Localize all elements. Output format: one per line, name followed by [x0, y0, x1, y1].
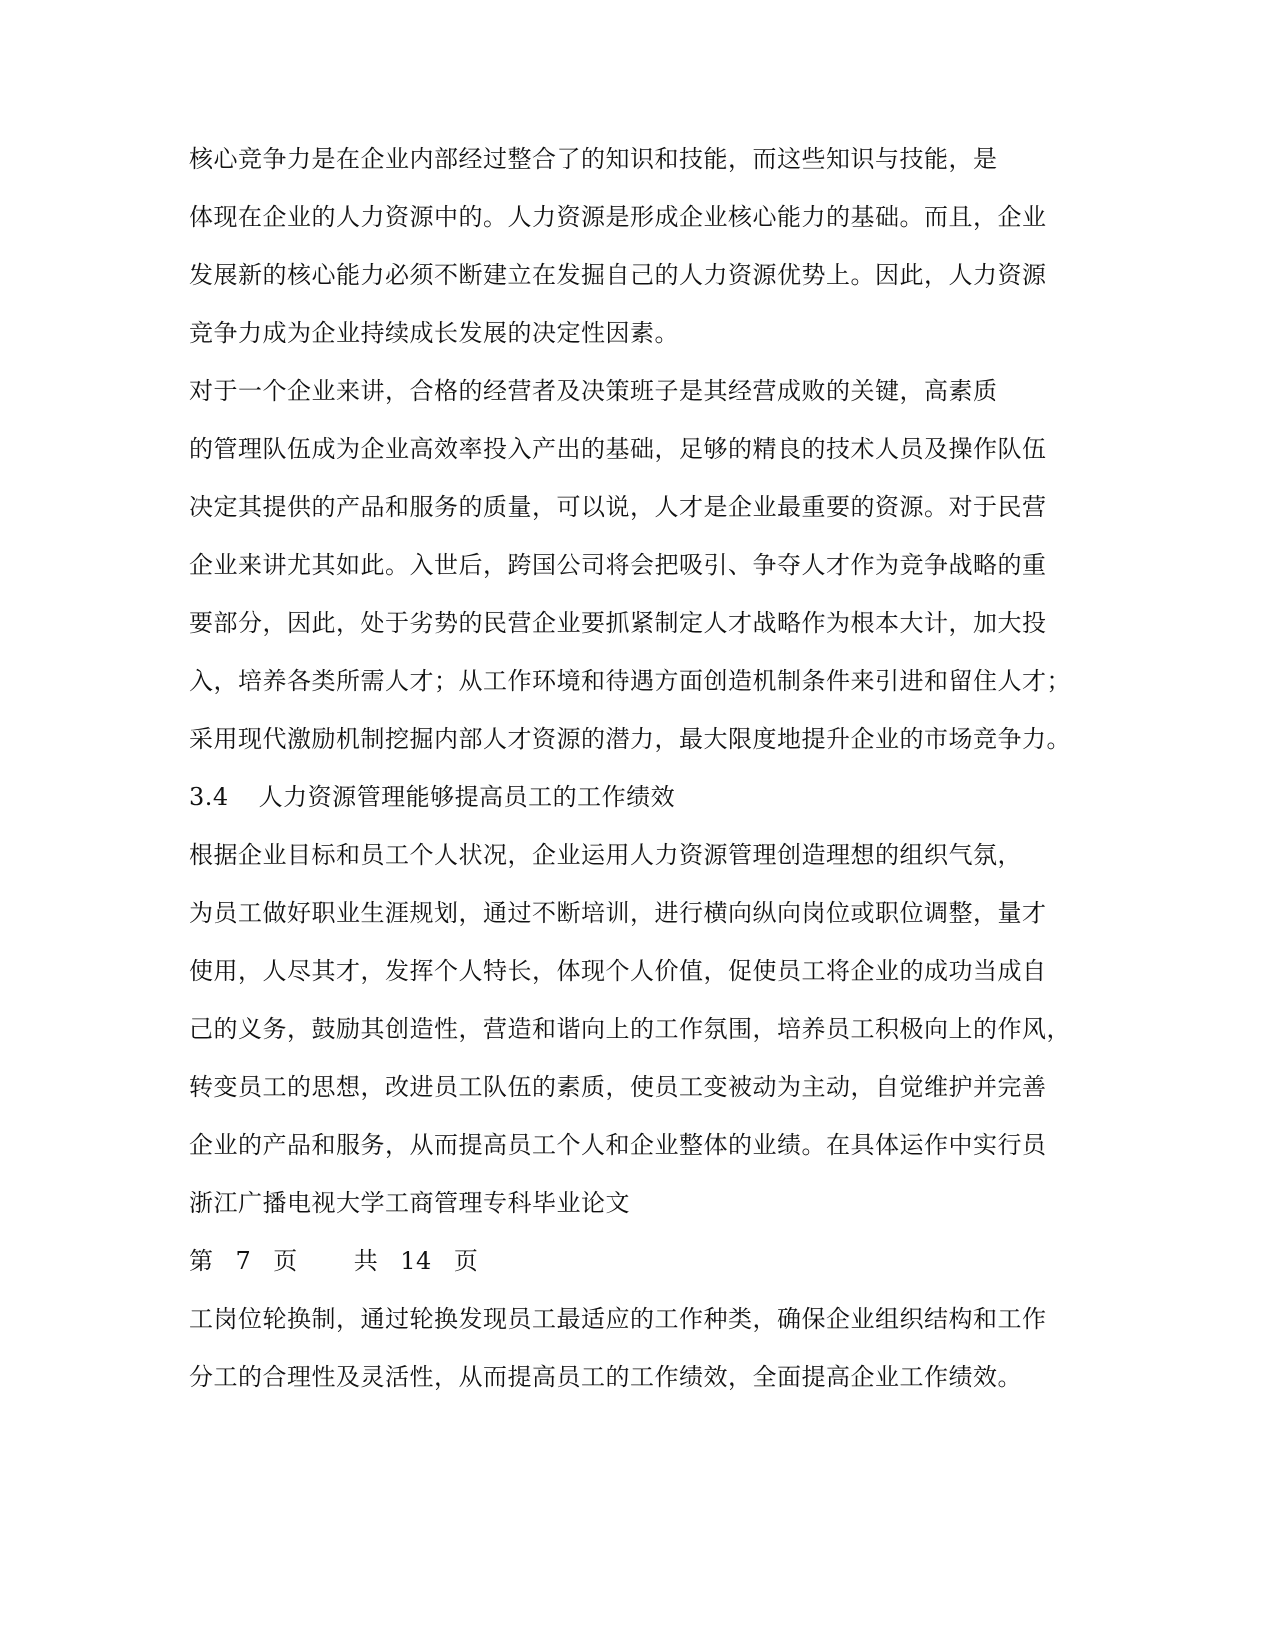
- paragraph-line: 入，培养各类所需人才；从工作环境和待遇方面创造机制条件来引进和留住人才；: [189, 667, 1071, 695]
- section-number: 3.4: [189, 783, 229, 811]
- page-current: 7: [235, 1247, 252, 1275]
- paragraph-line: 转变员工的思想，改进员工队伍的素质，使员工变被动为主动，自觉维护并完善: [189, 1073, 1047, 1101]
- paragraph-line: 对于一个企业来讲，合格的经营者及决策班子是其经营成败的关键，高素质: [189, 377, 998, 405]
- page-number: [189, 1246, 478, 1276]
- paragraph-line: 为员工做好职业生涯规划，通过不断培训，进行横向纵向岗位或职位调整，量才: [189, 899, 1047, 927]
- paragraph-line: 体现在企业的人力资源中的。人力资源是形成企业核心能力的基础。而且，企业: [189, 203, 1047, 231]
- page-suffix: 页: [273, 1247, 298, 1275]
- paragraph-line: 根据企业目标和员工个人状况，企业运用人力资源管理创造理想的组织气氛，: [189, 841, 1022, 869]
- paragraph-line: 竞争力成为企业持续成长发展的决定性因素。: [189, 319, 679, 347]
- paragraph-line: 企业来讲尤其如此。入世后，跨国公司将会把吸引、争夺人才作为竞争战略的重: [189, 551, 1047, 579]
- footer-institution: 浙江广播电视大学工商管理专科毕业论文: [189, 1189, 630, 1217]
- total-suffix: 页: [453, 1247, 479, 1275]
- page-prefix: 第: [189, 1247, 214, 1275]
- paragraph-line: 采用现代激励机制挖掘内部人才资源的潜力，最大限度地提升企业的市场竞争力。: [189, 725, 1071, 753]
- paragraph-line: 己的义务，鼓励其创造性，营造和谐向上的工作氛围，培养员工积极向上的作风，: [189, 1015, 1071, 1043]
- section-title: 人力资源管理能够提高员工的工作绩效: [258, 783, 676, 811]
- paragraph-line: 的管理队伍成为企业高效率投入产出的基础，足够的精良的技术人员及操作队伍: [189, 435, 1047, 463]
- paragraph-line: 决定其提供的产品和服务的质量，可以说，人才是企业最重要的资源。对于民营: [189, 493, 1047, 521]
- paragraph-line: 核心竞争力是在企业内部经过整合了的知识和技能，而这些知识与技能，是: [189, 145, 998, 173]
- paragraph-line: 要部分，因此，处于劣势的民营企业要抓紧制定人才战略作为根本大计，加大投: [189, 609, 1047, 637]
- paragraph-line: 分工的合理性及灵活性，从而提高员工的工作绩效，全面提高企业工作绩效。: [189, 1363, 1022, 1391]
- paragraph-line: 工岗位轮换制，通过轮换发现员工最适应的工作种类，确保企业组织结构和工作: [189, 1305, 1047, 1333]
- paragraph-line: 使用，人尽其才，发挥个人特长，体现个人价值，促使员工将企业的成功当成自: [189, 957, 1047, 985]
- page-total: 14: [400, 1247, 432, 1275]
- paragraph-line: 企业的产品和服务，从而提高员工个人和企业整体的业绩。在具体运作中实行员: [189, 1131, 1047, 1159]
- paragraph-line: 发展新的核心能力必须不断建立在发掘自己的人力资源优势上。因此，人力资源: [189, 261, 1047, 289]
- total-prefix: 共: [353, 1247, 379, 1275]
- section-heading: [189, 782, 675, 812]
